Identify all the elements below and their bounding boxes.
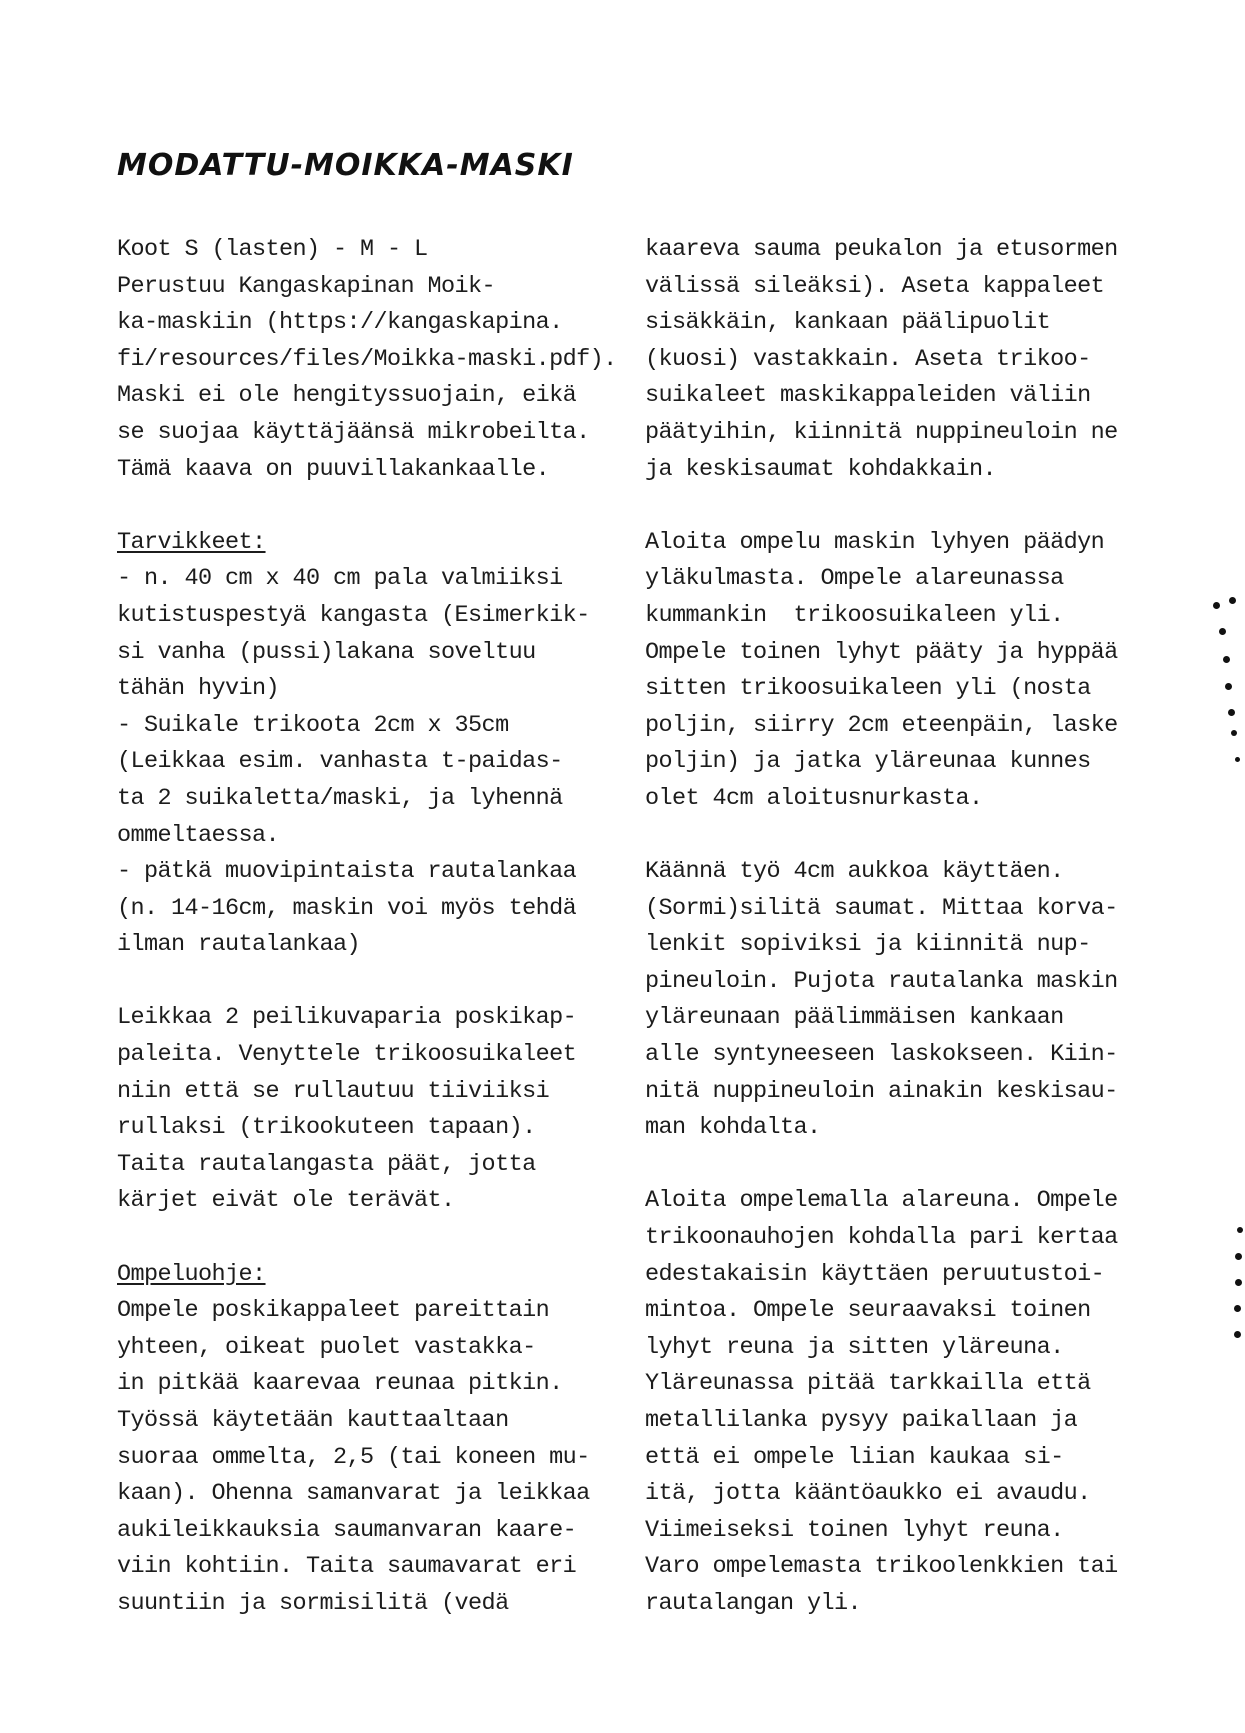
dot [1213, 602, 1220, 609]
text-line: rullaksi (trikookuteen tapaan). [117, 1114, 536, 1142]
text-line: yläkulmasta. Ompele alareunassa [645, 565, 1064, 593]
text-line: sisäkkäin, kankaan päälipuolit [645, 309, 1051, 337]
text-line: rautalangan yli. [645, 1589, 862, 1617]
text-line: ja keskisaumat kohdakkain. [645, 455, 997, 483]
text-line: kärjet eivät ole terävät. [117, 1187, 455, 1215]
text-line: Aloita ompelu maskin lyhyen päädyn [645, 528, 1105, 556]
text-line: mintoa. Ompele seuraavaksi toinen [645, 1297, 1091, 1325]
text-line: alle syntyneeseen laskokseen. Kiin- [645, 1041, 1118, 1069]
text-line: olet 4cm aloitusnurkasta. [645, 784, 983, 812]
text-line: si vanha (pussi)lakana soveltuu [117, 638, 536, 666]
text-line: kutistuspestyä kangasta (Esimerkik- [117, 601, 590, 629]
text-line: niin että se rullautuu tiiviiksi [117, 1077, 550, 1105]
text-line: välissä sileäksi). Aseta kappaleet [645, 272, 1105, 300]
text-line: se suojaa käyttäjäänsä mikrobeilta. [117, 418, 590, 446]
text-line: kaareva sauma peukalon ja etusormen [645, 236, 1118, 263]
text-line: suoraa ommelta, 2,5 (tai koneen mu- [117, 1443, 590, 1471]
text-line: (n. 14-16cm, maskin voi myös tehdä [117, 894, 577, 922]
text-line: Perustuu Kangaskapinan Moik- [117, 272, 496, 300]
section-heading: Tarvikkeet: [117, 528, 266, 556]
text-line: ilman rautalankaa) [117, 931, 361, 959]
text-line: tähän hyvin) [117, 675, 280, 703]
text-line: (Sormi)silitä saumat. Mittaa korva- [645, 894, 1118, 922]
dot [1231, 730, 1237, 736]
text-line: viin kohtiin. Taita saumavarat eri [117, 1553, 577, 1581]
text-line: Tämä kaava on puuvillakankaalle. [117, 455, 550, 483]
text-line: kummankin trikoosuikaleen yli. [645, 601, 1064, 629]
text-line: Koot S (lasten) - M - L [117, 236, 428, 263]
text-line: pineuloin. Pujota rautalanka maskin [645, 967, 1118, 995]
blank-line [645, 1147, 1165, 1184]
decorative-dots-lower [1195, 1215, 1245, 1375]
text-line: metallilanka pysyy paikallaan ja [645, 1407, 1078, 1434]
dot [1234, 1331, 1241, 1338]
text-line: ommeltaessa. [117, 821, 280, 849]
text-line: Työssä käytetään kauttaaltaan [117, 1407, 509, 1434]
blank-line [117, 964, 637, 1001]
text-line: - Suikale trikoota 2cm x 35cm [117, 711, 509, 739]
text-line: Taita rautalangasta päät, jotta [117, 1150, 536, 1178]
dot [1223, 656, 1230, 663]
text-line: lenkit sopiviksi ja kiinnitä nup- [645, 931, 1091, 959]
text-line: yhteen, oikeat puolet vastakka- [117, 1333, 536, 1361]
dot [1235, 1253, 1242, 1260]
text-line: nitä nuppineuloin ainakin keskisau- [645, 1077, 1118, 1105]
text-line: Varo ompelemasta trikoolenkkien tai [645, 1553, 1118, 1581]
text-line: itä, jotta kääntöaukko ei avaudu. [645, 1480, 1091, 1508]
text-line: kaan). Ohenna samanvarat ja leikkaa [117, 1480, 590, 1508]
text-line: yläreunaan päälimmäisen kankaan [645, 1004, 1064, 1032]
text-line: lyhyt reuna ja sitten yläreuna. [645, 1333, 1064, 1361]
dot [1235, 1279, 1242, 1286]
text-line: Aloita ompelemalla alareuna. Ompele [645, 1187, 1118, 1215]
blank-line [645, 488, 1165, 525]
dot [1219, 628, 1226, 635]
text-line: Viimeiseksi toinen lyhyt reuna. [645, 1516, 1064, 1544]
text-line: edestakaisin käyttäen peruutustoi- [645, 1260, 1105, 1288]
right-text-column [645, 232, 1165, 1623]
left-text-column [117, 232, 637, 1623]
text-line: poljin) ja jatka yläreunaa kunnes [645, 748, 1091, 776]
text-line: Ompele toinen lyhyt pääty ja hyppää [645, 638, 1118, 666]
text-line: (kuosi) vastakkain. Aseta trikoo- [645, 345, 1091, 373]
text-line: että ei ompele liian kaukaa si- [645, 1443, 1064, 1471]
text-line: fi/resources/files/Moikka-maski.pdf). [117, 345, 617, 373]
dot [1237, 1227, 1243, 1233]
dot [1225, 683, 1232, 690]
text-line: suuntiin ja sormisilitä (vedä [117, 1589, 509, 1617]
blank-line [117, 488, 637, 525]
text-line: ka-maskiin (https://kangaskapina. [117, 309, 563, 337]
page-title: MODATTU-MOIKKA-MASKI [117, 148, 574, 183]
text-line: suikaleet maskikappaleiden väliin [645, 382, 1091, 410]
text-line: Yläreunassa pitää tarkkailla että [645, 1370, 1091, 1398]
text-line: sitten trikoosuikaleen yli (nosta [645, 675, 1091, 703]
blank-line [645, 818, 1165, 855]
text-line: päätyihin, kiinnitä nuppineuloin ne [645, 418, 1118, 446]
blank-line [117, 1220, 637, 1257]
section-heading: Ompeluohje: [117, 1260, 266, 1288]
text-line: Leikkaa 2 peilikuvaparia poskikap- [117, 1004, 577, 1032]
text-line: Käännä työ 4cm aukkoa käyttäen. [645, 858, 1064, 886]
text-line: trikoonauhojen kohdalla pari kertaa [645, 1224, 1118, 1252]
text-line: - n. 40 cm x 40 cm pala valmiiksi [117, 565, 563, 593]
text-line: poljin, siirry 2cm eteenpäin, laske [645, 711, 1118, 739]
decorative-dots-upper [1195, 585, 1245, 785]
text-line: - pätkä muovipintaista rautalankaa [117, 858, 577, 886]
dot [1235, 757, 1240, 762]
dot [1234, 1305, 1241, 1312]
text-line: Maski ei ole hengityssuojain, eikä [117, 382, 577, 410]
text-line: in pitkää kaarevaa reunaa pitkin. [117, 1370, 563, 1398]
text-line: Ompele poskikappaleet pareittain [117, 1297, 550, 1325]
dot [1229, 597, 1236, 604]
text-line: (Leikkaa esim. vanhasta t-paidas- [117, 748, 563, 776]
text-line: paleita. Venyttele trikoosuikaleet [117, 1041, 577, 1069]
dot [1228, 709, 1235, 716]
text-line: aukileikkauksia saumanvaran kaare- [117, 1516, 577, 1544]
text-line: ta 2 suikaletta/maski, ja lyhennä [117, 784, 563, 812]
text-line: man kohdalta. [645, 1114, 821, 1142]
